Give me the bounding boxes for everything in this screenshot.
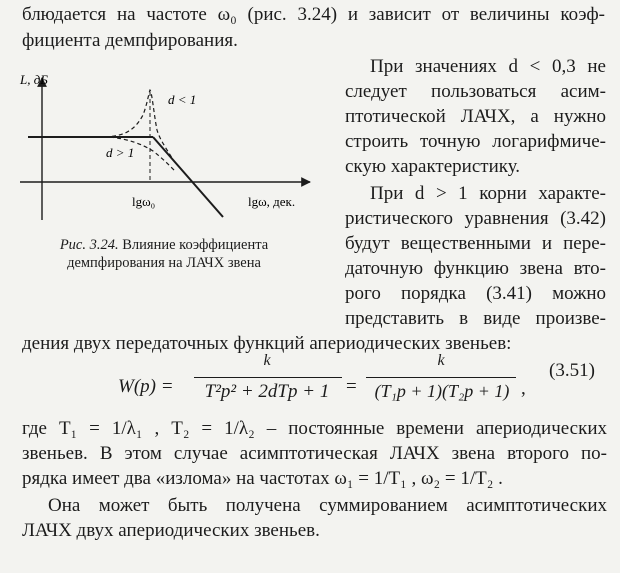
label-d-lt-1: d < 1: [168, 92, 197, 107]
eq-num-2: k: [437, 352, 445, 369]
right-line-7: ристического уравнения (3.42): [345, 208, 606, 229]
right-line-6: При d > 1 корни характе-: [370, 183, 606, 204]
full-line: дения двух передаточных функций апериодических звеньев:: [22, 333, 512, 354]
after-line-3: рядка имеет два «излома» на частотах ω₁ = 1/T₁ , ω₂ = 1/T₂ .: [22, 468, 503, 489]
text-line-2: фициента демпфирования.: [22, 30, 238, 51]
eq-bar-2: [366, 377, 516, 378]
figure-caption: [14, 236, 314, 272]
text-line-1: блюдается на частоте ω₀ (рис. 3.24) и зависит от величины коэф-: [22, 4, 605, 25]
eq-den-1: T²p² + 2dTp + 1: [204, 381, 330, 402]
caption-number: Рис. 3.24.: [59, 237, 119, 253]
eq-equals-2: =: [346, 376, 357, 397]
right-line-11: представить в виде произве-: [345, 308, 606, 329]
right-line-3: птотической ЛАЧХ, а нужно: [345, 106, 606, 127]
eq-lhs: W(p) =: [118, 376, 174, 397]
eq-number: (3.51): [549, 360, 595, 381]
eq-bar-1: [194, 377, 342, 378]
eq-comma: ,: [521, 378, 526, 399]
right-line-5: скую характеристику.: [345, 156, 521, 177]
y-axis-label: L, дБ: [20, 72, 48, 87]
last-line-2: ЛАЧХ двух апериодических звеньев.: [22, 520, 320, 541]
asymptote-slope: [153, 137, 223, 217]
right-line-9: даточную функцию звена вто-: [345, 258, 606, 279]
right-line-8: будут вещественными и пере-: [345, 233, 606, 254]
caption-line-1: Влияние коэффициента: [118, 237, 269, 253]
eq-den-2: (T₁p + 1)(T₂p + 1): [374, 381, 510, 401]
right-line-4: строить точную логарифмиче-: [345, 131, 606, 152]
x-tick-label: lgω₀: [132, 194, 156, 209]
right-line-1: При значениях d < 0,3 не: [370, 56, 606, 77]
lachh-plot: [10, 70, 340, 255]
caption-line-2: демпфирования на ЛАЧХ звена: [67, 255, 261, 271]
right-line-10: рого порядка (3.41) можно: [345, 283, 606, 304]
label-d-gt-1: d > 1: [106, 145, 135, 160]
lachh-figure: [10, 70, 340, 255]
right-line-2: следует пользоваться асим-: [345, 81, 606, 102]
x-axis-label: lgω, дек.: [248, 194, 296, 209]
after-line-2: звеньев. В этом случае асимптотическая ЛАЧХ звена второго по-: [22, 443, 607, 464]
after-line-1: где T₁ = 1/λ₁ , T₂ = 1/λ₂ – постоянные времени апериодических: [22, 418, 607, 439]
eq-num-1: k: [263, 352, 271, 369]
last-line-1: Она может быть получена суммированием асимптотических: [48, 495, 607, 516]
